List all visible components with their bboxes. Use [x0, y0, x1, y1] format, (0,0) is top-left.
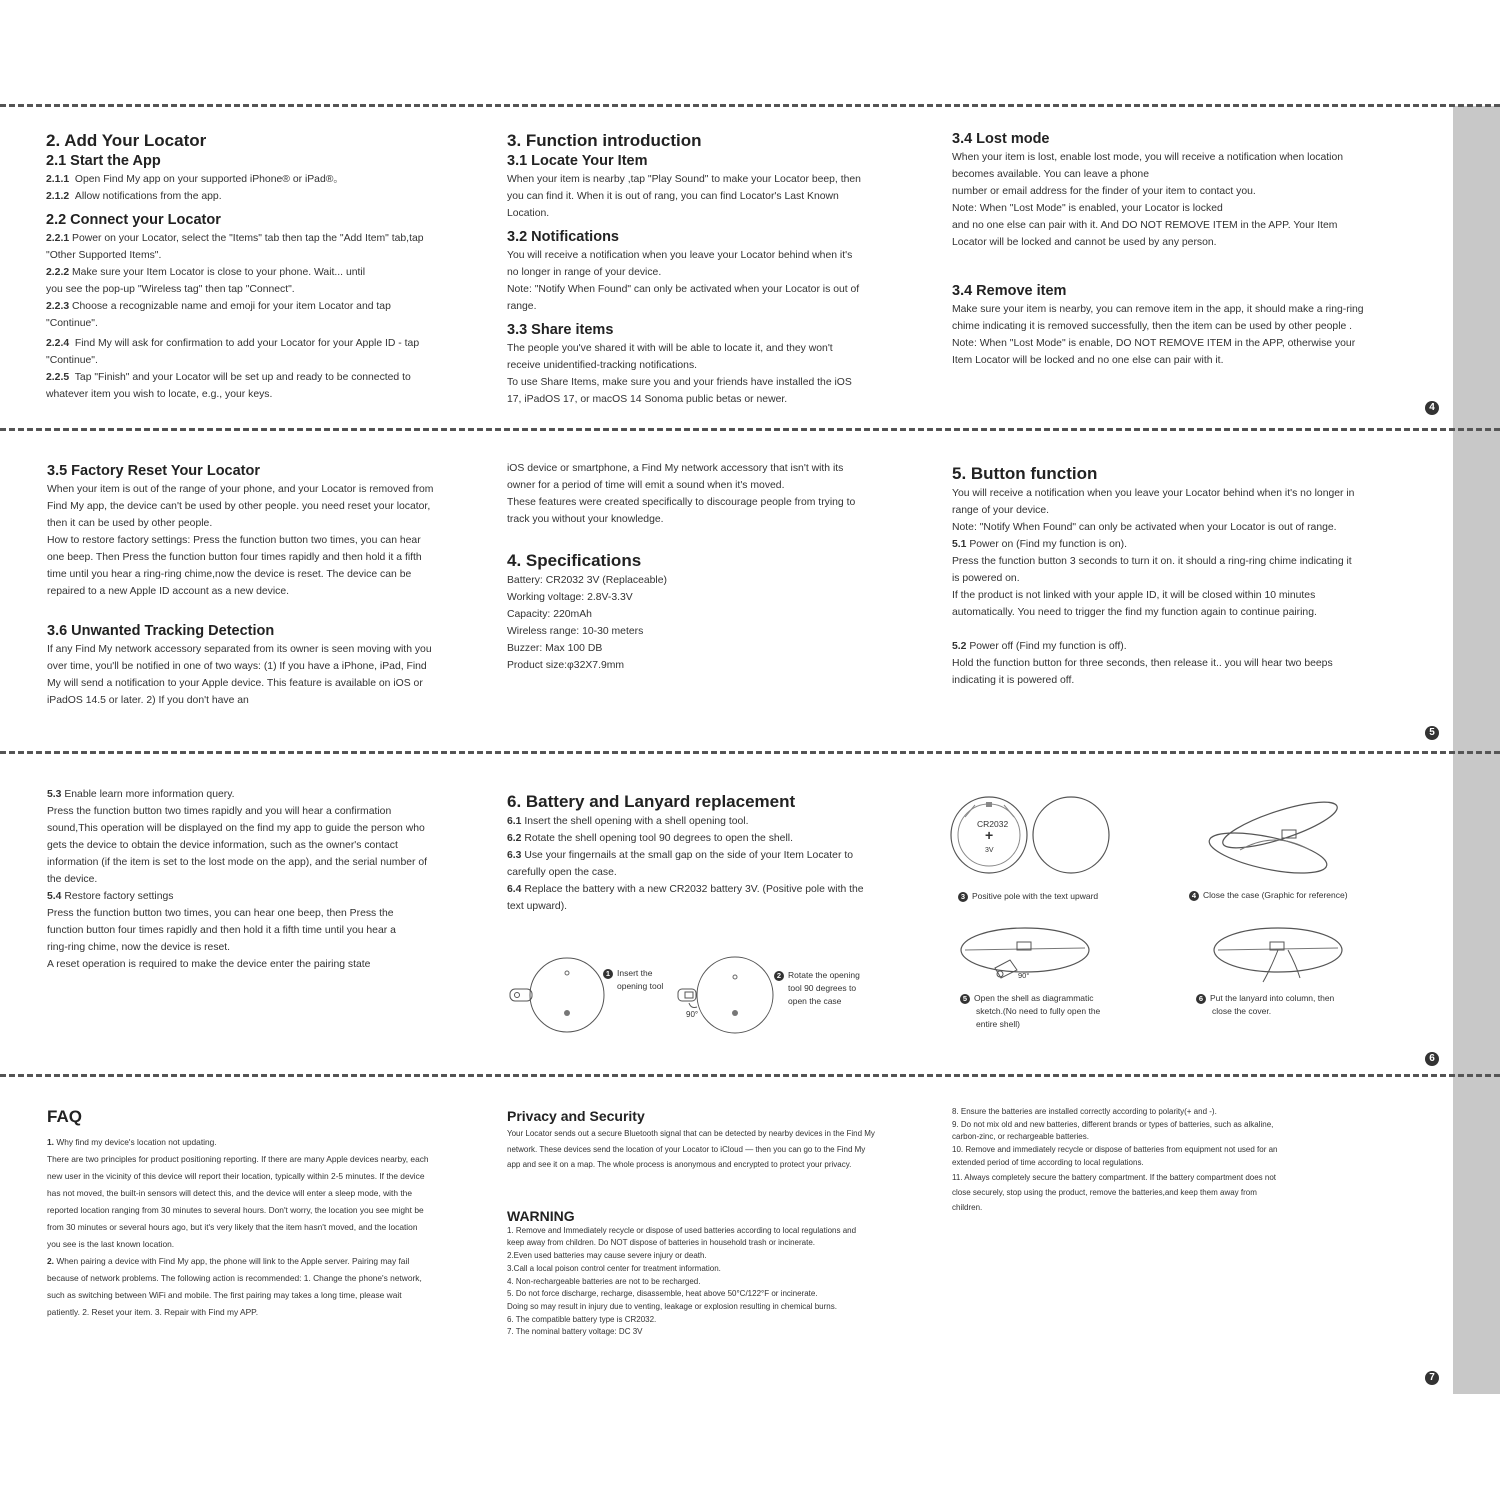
warning-item: 11. Always completely secure the battery compartment. If the battery compartment does not [952, 1172, 1277, 1182]
step-text: 2.1.2 Allow notifications from the app. [46, 191, 222, 202]
diagram-open-shell [955, 920, 1105, 990]
body-text: range. [507, 301, 537, 312]
body-text: Press the function button two times, you can hear one beep, then Press the [47, 908, 394, 919]
step-text: "Other Supported Items". [46, 250, 162, 261]
section-battery-replacement [507, 791, 927, 915]
body-text: Note: When "Lost Mode" is enable, DO NOT REMOVE ITEM in the APP, otherwise your [952, 338, 1356, 349]
diagram-caption: 2 Rotate the opening tool 90 degrees to open the case [774, 969, 860, 1008]
heading-remove-item: 3.4 Remove item [952, 283, 1067, 299]
step-text: "Continue". [46, 318, 98, 329]
body-text: Location. [507, 208, 550, 219]
warning-item: 5. Do not force discharge, recharge, disassemble, heat above 50°C/122°F or incinerate. [507, 1289, 818, 1299]
warning-item: 4. Non-rechargeable batteries are not to be recharged. [507, 1276, 701, 1286]
heading-battery-replacement: 6. Battery and Lanyard replacement [507, 792, 796, 811]
step-text: 5.4 Restore factory settings [47, 891, 174, 902]
faq-answer: new user in the vicinity of this device will report their location, typically within 2-5 minutes. If the device [47, 1171, 425, 1181]
warning-item: 7. The nominal battery voltage: DC 3V [507, 1327, 643, 1337]
body-text: receive unidentified-tracking notifications. [507, 360, 698, 371]
body-text: text upward). [507, 901, 568, 912]
body-text: To use Share Items, make sure you and your friends have installed the iOS [507, 377, 852, 388]
battery-text: CR2032 [977, 819, 1009, 829]
step-text: 5.2 Power off (Find my function is off). [952, 641, 1127, 652]
warning-item: 6. The compatible battery type is CR2032. [507, 1314, 657, 1324]
body-text: When your item is nearby ,tap "Play Sound" to make your Locator beep, then [507, 174, 861, 185]
body-text: and no one else can pair with it. And DO NOT REMOVE ITEM in the APP. Your Item [952, 220, 1338, 231]
step-text: 2.2.2 Make sure your Item Locator is close to your phone. Wait... until [46, 267, 366, 278]
faq-answer: has not moved, the built-in sensors will detect this, and the device will enter a sleep mode, with the [47, 1188, 412, 1198]
heading-function-intro: 3. Function introduction [507, 131, 702, 150]
body-text: If any Find My network accessory separated from its owner is seen moving with you [47, 644, 432, 655]
spec-size: Product size:φ32X7.9mm [507, 660, 625, 671]
step-text: 5.3 Enable learn more information query. [47, 789, 235, 800]
step-text: 2.2.4 Find My will ask for confirmation to add your Locator for your Apple ID - tap [46, 338, 420, 349]
faq-answer: reported location ranging from 30 minutes to several hours. Don't worry, the location you see might be [47, 1205, 424, 1215]
step-text: 5.1 Power on (Find my function is on). [952, 539, 1127, 550]
heading-share-items: 3.3 Share items [507, 322, 614, 338]
step-text: whatever item you wish to locate, e.g., your keys. [46, 389, 273, 400]
body-text: iPadOS 14.5 or later. 2) If you don't have an [47, 695, 249, 706]
faq-question: 1. Why find my device's location not updating. [47, 1137, 217, 1147]
body-text: gets the device to obtain the device information, such as the owner's contact [47, 840, 398, 851]
body-text: Find My app, the device can't be used by other people. you need reset your locator, [47, 501, 431, 512]
warning-item: 1. Remove and Immediately recycle or dispose of used batteries according to local regulations and [507, 1225, 857, 1235]
step-text: 2.2.3 Choose a recognizable name and emoji for your item Locator and tap [46, 301, 391, 312]
heading-add-locator: 2. Add Your Locator [46, 131, 207, 150]
body-text: you can find it. When it is out of rang, you can find Locator's Last Known [507, 191, 839, 202]
spec-capacity: Capacity: 220mAh [507, 609, 592, 620]
faq-answer: such as switching between WiFi and mobile. The first pairing may takes a long time, please wait [47, 1290, 402, 1300]
body-text: range of your device. [952, 505, 1050, 516]
body-text: chime indicating it is removed successfully, then the item can be used by other people . [952, 321, 1353, 332]
diagram-insert-tool [505, 955, 615, 1035]
step-text: 2.2.1 Power on your Locator, select the "Items" tab then tap the "Add Item" tab,tap [46, 233, 424, 244]
step-text: 6.2 Rotate the shell opening tool 90 degrees to open the shell. [507, 833, 793, 844]
battery-voltage: 3V [985, 847, 994, 854]
body-text: The people you've shared it with will be able to locate it, and they won't [507, 343, 833, 354]
page-number: 5 [1425, 726, 1439, 740]
heading-button-function: 5. Button function [952, 464, 1098, 483]
step-text: 2.1.1 Open Find My app on your supported iPhone® or iPad®。 [46, 174, 344, 185]
body-text: repaired to a new Apple ID account as a new device. [47, 586, 290, 597]
diagram-lanyard [1208, 920, 1358, 980]
step-text: 6.1 Insert the shell opening with a shell opening tool. [507, 816, 749, 827]
spec-range: Wireless range: 10-30 meters [507, 626, 644, 637]
section-button-function [952, 463, 1392, 689]
diagram-rotate-tool [675, 955, 785, 1035]
warning-item: 8. Ensure the batteries are installed correctly according to polarity(+ and -). [952, 1107, 1217, 1116]
fold-line [0, 1074, 1500, 1077]
warning-item: keep away from children. Do NOT dispose of batteries in household trash or incinerate. [507, 1238, 816, 1248]
body-text: carefully open the case. [507, 867, 617, 878]
section-add-locator [46, 130, 466, 403]
body-text: is powered on. [952, 573, 1020, 584]
section-specifications [507, 460, 927, 674]
body-text: automatically. You need to trigger the find my function again to continue pairing. [952, 607, 1317, 618]
body-text: Press the function button 3 seconds to turn it on. it should a ring-ring chime indicating it [952, 556, 1352, 567]
body-text: no longer in range of your device. [507, 267, 662, 278]
diagram-caption: 3 Positive pole with the text upward [958, 890, 1098, 903]
heading-locate-item: 3.1 Locate Your Item [507, 153, 648, 169]
body-text: These features were created specifically to discourage people from trying to [507, 497, 856, 508]
body-text: Note: "Notify When Found" can only be activated when your Locator is out of range. [952, 522, 1337, 533]
diagram-close-case [1200, 795, 1360, 880]
fold-line [0, 751, 1500, 754]
body-text: When your item is out of the range of your phone, and your Locator is removed from [47, 484, 434, 495]
body-text: 17, iPadOS 17, or macOS 14 Sonoma public betas or newer. [507, 394, 788, 405]
warning-item: extended period of time according to local regulations. [952, 1157, 1144, 1167]
section-factory-reset [47, 462, 467, 709]
spec-voltage: Working voltage: 2.8V-3.3V [507, 592, 633, 603]
heading-start-app: 2.1 Start the App [46, 153, 161, 169]
diagram-caption: 4 Close the case (Graphic for reference) [1189, 889, 1348, 902]
step-text: "Continue". [46, 355, 98, 366]
body-text: information (if the item is set to the lost mode on the app), and the serial number of [47, 857, 428, 868]
faq-answer: There are two principles for product positioning reporting. If there are many Apple devices nearby, each [47, 1154, 429, 1164]
warning-item: 3.Call a local poison control center for treatment information. [507, 1263, 721, 1273]
heading-faq: FAQ [47, 1107, 82, 1126]
warning-item: 2.Even used batteries may cause severe injury or death. [507, 1251, 707, 1261]
body-text: time until you hear a ring-ring chime,now the device is reset. The device can be [47, 569, 412, 580]
body-text: app and see it on a map. The whole process is anonymous and encrypted to protect your privacy. [507, 1160, 852, 1170]
body-text: owner for a period of time will emit a sound when it's moved. [507, 480, 785, 491]
angle-label: 90° [686, 1010, 699, 1019]
body-text: Locator will be locked and cannot be used by any person. [952, 237, 1217, 248]
body-text: Note: When "Lost Mode" is enabled, your Locator is locked [952, 203, 1223, 214]
body-text: You will receive a notification when you leave your Locator behind when it's [507, 250, 853, 261]
faq-answer: you see is the last known location. [47, 1239, 175, 1249]
body-text: then it can be used by other people. [47, 518, 213, 529]
plus-icon: + [985, 827, 994, 843]
warning-item: carbon-zinc, or rechargeable batteries. [952, 1132, 1089, 1142]
heading-factory-reset: 3.5 Factory Reset Your Locator [47, 463, 261, 479]
warning-item: 10. Remove and immediately recycle or dispose of batteries from equipment not used for an [952, 1145, 1278, 1155]
body-text: ring-ring chime, now the device is reset. [47, 942, 231, 953]
body-text: one beep. Then Press the function button four times rapidly and then hold it a fifth [47, 552, 422, 563]
faq-question: 2. When pairing a device with Find My app, the phone will link to the Apple server. Pairing may fail [47, 1256, 410, 1266]
heading-notifications: 3.2 Notifications [507, 229, 619, 245]
page-number: 7 [1425, 1371, 1439, 1385]
warning-item: Doing so may result in injury due to venting, leakage or explosion resulting in chemical burns. [507, 1302, 837, 1311]
diagram-caption: 5 Open the shell as diagrammatic sketch.(No need to fully open the entire shell) [960, 992, 1100, 1031]
body-text: Make sure your item is nearby, you can remove item in the app, it should make a ring-ring [952, 304, 1364, 315]
diagram-caption: 1 Insert the opening tool [603, 967, 663, 993]
body-text: You will receive a notification when you leave your Locator behind when it's no longer in [952, 488, 1355, 499]
section-warning-more [952, 1106, 1392, 1215]
heading-lost-mode: 3.4 Lost mode [952, 131, 1050, 147]
body-text: Hold the function button for three seconds, then release it.. you will hear two beeps [952, 658, 1333, 669]
section-faq [47, 1106, 467, 1321]
section-privacy [507, 1107, 927, 1339]
warning-item: children. [952, 1202, 983, 1212]
body-text: iOS device or smartphone, a Find My network accessory that isn't with its [507, 463, 844, 474]
step-text: you see the pop-up "Wireless tag" then tap "Connect". [46, 284, 295, 295]
body-text: Item Locator will be locked and no one else can pair with it. [952, 355, 1224, 366]
body-text: over time, you'll be notified in one of two ways: (1) If you have a iPhone, iPad, Find [47, 661, 427, 672]
spec-buzzer: Buzzer: Max 100 DB [507, 643, 603, 654]
angle-label: 90° [1018, 971, 1030, 980]
fold-line [0, 428, 1500, 431]
body-text: Your Locator sends out a secure Bluetooth signal that can be detected by nearby devices in the Find My [507, 1129, 875, 1138]
heading-connect-locator: 2.2 Connect your Locator [46, 212, 221, 228]
diagram-caption: 6 Put the lanyard into column, then close the cover. [1196, 992, 1334, 1018]
heading-unwanted-tracking: 3.6 Unwanted Tracking Detection [47, 623, 275, 639]
warning-item: close securely, stop using the product, remove the batteries,and keep them away from [952, 1187, 1257, 1197]
section-button-more [47, 786, 467, 973]
body-text: track you without your knowledge. [507, 514, 664, 525]
fold-line [0, 104, 1500, 107]
step-text: 2.2.5 Tap "Finish" and your Locator will be set up and ready to be connected to [46, 372, 411, 383]
body-text: function button four times rapidly and then hold it a fifth time until you hear a [47, 925, 396, 936]
body-text: Press the function button two times rapidly and you will hear a confirmation [47, 806, 392, 817]
body-text: My will send a notification to your Apple device. This feature is available on iOS or [47, 678, 423, 689]
step-text: 6.3 Use your fingernails at the small gap on the side of your Item Locater to [507, 850, 853, 861]
section-lost-mode [952, 130, 1392, 369]
body-text: When your item is lost, enable lost mode, you will receive a notification when location [952, 152, 1343, 163]
body-text: network. These devices send the location of your Locator to iCloud — then you can go to the Find My [507, 1144, 866, 1154]
section-function-intro [507, 130, 927, 408]
heading-specifications: 4. Specifications [507, 551, 642, 570]
body-text: A reset operation is required to make the device enter the pairing state [47, 959, 371, 970]
page-number: 4 [1425, 401, 1439, 415]
faq-answer: because of network problems. The following action is recommended: 1. Change the phone's network, [47, 1273, 422, 1283]
body-text: the device. [47, 874, 98, 885]
step-text: 6.4 Replace the battery with a new CR2032 battery 3V. (Positive pole with the [507, 884, 864, 895]
body-text: becomes available. You can leave a phone [952, 169, 1149, 180]
body-text: sound,This operation will be displayed on the find my app to guide the person who [47, 823, 425, 834]
body-text: How to restore factory settings: Press the function button two times, you can hear [47, 535, 421, 546]
body-text: If the product is not linked with your apple ID, it will be closed within 10 minutes [952, 590, 1316, 601]
warning-item: 9. Do not mix old and new batteries, different brands or types of batteries, such as alkaline, [952, 1119, 1274, 1129]
faq-answer: from 30 minutes or several hours ago, but it's very likely that the item hasn't moved, and the location [47, 1222, 418, 1232]
diagram-battery-open [950, 795, 1115, 880]
body-text: Note: "Notify When Found" can only be activated when your Locator is out of [507, 284, 860, 295]
body-text: number or email address for the finder of your item to contact you. [952, 186, 1256, 197]
side-margin-bar [1453, 106, 1500, 1394]
body-text: indicating it is powered off. [952, 675, 1075, 686]
heading-privacy: Privacy and Security [507, 1108, 645, 1124]
page-number: 6 [1425, 1052, 1439, 1066]
faq-answer: patiently. 2. Reset your item. 3. Repair with Find my APP. [47, 1307, 259, 1317]
heading-warning: WARNING [507, 1207, 575, 1224]
spec-battery: Battery: CR2032 3V (Replaceable) [507, 575, 667, 586]
